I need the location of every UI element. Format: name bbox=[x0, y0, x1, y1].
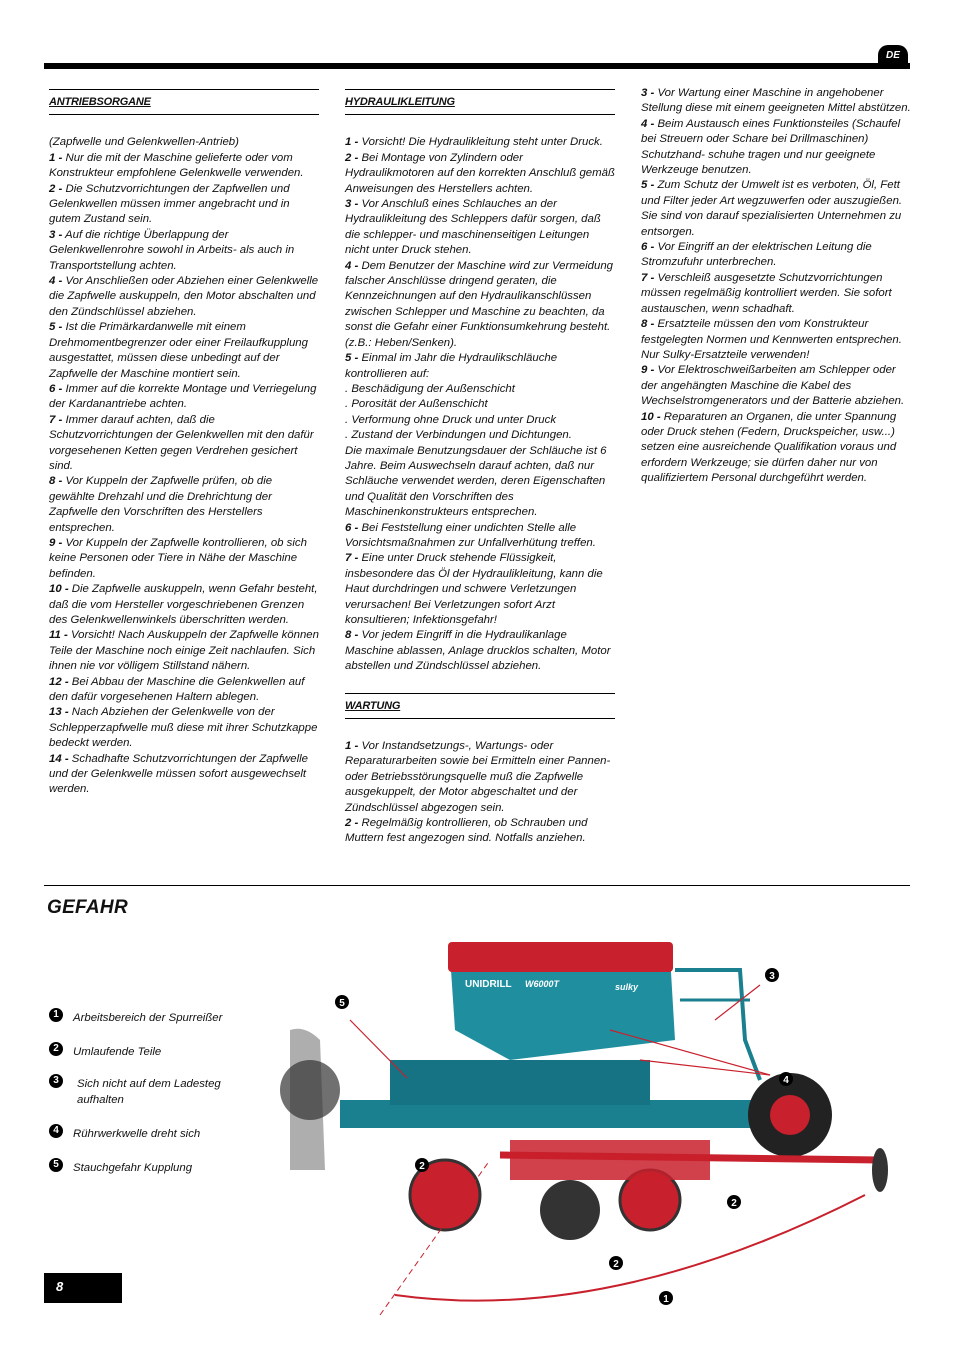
item-number: 4 - bbox=[49, 275, 63, 288]
item-number: 8 - bbox=[49, 475, 63, 488]
seed-drill-illustration bbox=[280, 930, 920, 1320]
item-number: 10 - bbox=[641, 410, 661, 423]
item-number: 1 - bbox=[49, 151, 63, 164]
item-list bbox=[641, 86, 913, 487]
item-number: 2 - bbox=[345, 817, 359, 830]
item-list bbox=[345, 521, 615, 675]
arrow-coupling bbox=[350, 1020, 407, 1078]
legend-label: Arbeitsbereich der Spurreißer bbox=[73, 1012, 223, 1024]
numbered-item bbox=[345, 351, 615, 382]
legend-label: Stauchgefahr Kupplung bbox=[73, 1162, 193, 1174]
numbered-item bbox=[49, 675, 319, 706]
item-text: Die Zapfwelle auskuppeln, wenn Gefahr besteht, daß die vom Hersteller vorgeschriebenen Grenzen des Gelenkwellenwinkels überschritten werden. bbox=[49, 583, 318, 626]
item-text: Zum Schutz der Umwelt ist es verboten, Öl, Fett und Filter jeder Art wegzuwerfen oder auszugießen. Sie sind von darauf spezialisierten Unternehmen zu entsorgen. bbox=[641, 179, 903, 238]
numbered-item bbox=[49, 274, 319, 320]
gefahr-title: GEFAHR bbox=[47, 897, 128, 918]
callout-2-label: 2 bbox=[613, 1259, 619, 1270]
marker-disc bbox=[872, 1148, 888, 1192]
item-text: Nur die mit der Maschine gelieferte oder vom Konstrukteur empfohlene Gelenkwelle verwenden. bbox=[49, 151, 304, 180]
arrow-agitator bbox=[640, 1060, 770, 1075]
legend-label: Umlaufende Teile bbox=[73, 1046, 162, 1058]
item-text: Vor Kuppeln der Zapfwelle prüfen, ob die gewählte Drehzahl und die Drehrichtung der Zapfwelle den Vorschriften des Herstellers entsprechen. bbox=[49, 475, 273, 534]
numbered-item bbox=[49, 182, 319, 228]
item-text: Vor Elektroschweißarbeiten am Schlepper oder der angehängten Maschine die Kabel des Wechselstromgenerators und der Batterie abziehen. bbox=[641, 364, 905, 408]
item-text: Die Schutzvorrichtungen der Zapfwellen und Gelenkwellen müssen immer angebracht und in gutem Zustand sein. bbox=[49, 182, 290, 226]
item-text: Bei Abbau der Maschine die Gelenkwellen auf den dafür vorgesehenen Haltern ablegen. bbox=[49, 675, 305, 704]
number-1-icon: 1 bbox=[49, 1008, 63, 1022]
model-label: W6000T bbox=[525, 979, 560, 989]
item-number: 13 - bbox=[49, 706, 69, 719]
item-number: 7 - bbox=[345, 552, 359, 565]
item-number: 14 - bbox=[49, 752, 69, 765]
item-text: Auf die richtige Überlappung der Gelenkwellenrohre sowohl in Arbeits- als auch in Transportstellung achten. bbox=[49, 228, 295, 272]
disc-coulter bbox=[540, 1180, 600, 1240]
item-text: Vorsicht! Die Hydraulikleitung steht unter Druck. bbox=[358, 136, 603, 149]
numbered-item bbox=[345, 135, 615, 150]
numbered-item bbox=[641, 86, 913, 117]
item-number: 9 - bbox=[641, 364, 655, 377]
numbered-item bbox=[345, 259, 615, 351]
header-rule bbox=[44, 63, 910, 69]
section-heading: ANTRIEBSORGANE bbox=[49, 89, 319, 115]
item-number: 4 - bbox=[641, 117, 655, 130]
callout-5-label: 5 bbox=[339, 998, 345, 1009]
item-number: 7 - bbox=[49, 413, 63, 426]
callout-3-label: 3 bbox=[769, 971, 775, 982]
item-number: 3 - bbox=[345, 198, 359, 211]
numbered-item bbox=[345, 816, 615, 847]
numbered-item bbox=[49, 474, 319, 536]
numbered-item bbox=[49, 413, 319, 475]
column-hydraulikleitung bbox=[345, 89, 615, 847]
number-5-icon: 5 bbox=[49, 1158, 63, 1172]
item-number: 7 - bbox=[641, 271, 655, 284]
item-text: Vor Wartung einer Maschine in angehobener Stellung diese mit einem geeigneten Mittel abstützen. bbox=[641, 87, 911, 115]
item-text: Reparaturen an Organen, die unter Spannung oder Druck stehen (Federn, Druckspeicher, usw...) setzen eine ausreichende Qualifikation voraus und erfordern Werkzeuge; sie dürfen daher nur von qualifiziertem Personal durchgeführt werden. bbox=[641, 410, 897, 485]
numbered-item bbox=[49, 320, 319, 382]
logo-label: sulky bbox=[615, 982, 639, 992]
item-number: 5 - bbox=[345, 352, 359, 365]
checklist bbox=[345, 382, 615, 444]
numbered-item bbox=[49, 705, 319, 751]
page-number: 8 bbox=[44, 1273, 122, 1303]
numbered-item bbox=[345, 739, 615, 816]
item-number: 9 - bbox=[49, 536, 63, 549]
brand-label: UNIDRILL bbox=[465, 979, 512, 990]
item-list bbox=[345, 739, 615, 847]
checklist-item: . Porosität der Außenschicht bbox=[345, 398, 488, 411]
item-number: 8 - bbox=[345, 629, 359, 642]
checklist-item: . Zustand der Verbindungen und Dichtungen. bbox=[345, 429, 572, 442]
callout-1-label: 1 bbox=[663, 1294, 669, 1305]
numbered-item bbox=[345, 521, 615, 552]
numbered-item bbox=[49, 151, 319, 182]
hopper-cover bbox=[448, 942, 673, 972]
numbered-item bbox=[345, 197, 615, 259]
item-text: Immer darauf achten, daß die Schutzvorrichtungen der Gelenkwellen mit den dafür vorgesehenen Ketten gegen Verdrehen gesichert sind. bbox=[49, 413, 314, 472]
numbered-item bbox=[641, 317, 913, 363]
seeding-unit bbox=[510, 1140, 710, 1180]
column-antriebsorgane bbox=[49, 89, 319, 798]
number-4-icon: 4 bbox=[49, 1124, 63, 1138]
item-number: 10 - bbox=[49, 583, 69, 596]
language-badge: DE bbox=[878, 45, 908, 69]
numbered-item bbox=[641, 178, 913, 240]
item-text: Vorsicht! Nach Auskuppeln der Zapfwelle können Teile der Maschine noch einige Zeit nachlaufen. Sich ihnen nie vor völligem Stillstand nähern. bbox=[49, 629, 319, 673]
item-text: Vor Anschluß eines Schlauches an der Hydraulikleitung des Schleppers dafür sorgen, daß die schlepper- und maschinenseitigen Leitungen nicht unter Druck stehen. bbox=[345, 198, 601, 257]
callout-2-label: 2 bbox=[731, 1198, 737, 1209]
numbered-item bbox=[345, 628, 615, 674]
item-list bbox=[49, 151, 319, 798]
item-number: 12 - bbox=[49, 675, 69, 688]
item-number: 4 - bbox=[345, 259, 359, 272]
numbered-item bbox=[49, 628, 319, 674]
item-number: 5 - bbox=[49, 321, 63, 334]
item-list bbox=[345, 135, 615, 382]
item-number: 1 - bbox=[345, 136, 359, 149]
item-text: Vor Eingriff an der elektrischen Leitung die Stromzufuhr unterbrechen. bbox=[641, 241, 872, 269]
item-number: 6 - bbox=[49, 382, 63, 395]
numbered-item bbox=[49, 382, 319, 413]
section-divider bbox=[44, 885, 910, 886]
callout-4-label: 4 bbox=[783, 1075, 789, 1086]
item-text: Nach Abziehen der Gelenkwelle von der Schlepperzapfwelle muß diese mit ihrer Schutzkappe bedeckt werden. bbox=[49, 706, 318, 750]
item-number: 6 - bbox=[641, 241, 655, 254]
item-text: Regelmäßig kontrollieren, ob Schrauben und Muttern fest angezogen sind. Notfalls anziehen. bbox=[345, 817, 588, 845]
item-number: 2 - bbox=[345, 151, 359, 164]
numbered-item bbox=[641, 410, 913, 487]
item-number: 3 - bbox=[641, 87, 655, 99]
numbered-item bbox=[641, 240, 913, 271]
intro-text: (Zapfwelle und Gelenkwellen-Antrieb) bbox=[49, 136, 239, 149]
numbered-item bbox=[641, 363, 913, 409]
numbered-item bbox=[49, 582, 319, 628]
item-text: Bei Feststellung einer undichten Stelle alle Vorsichtsmaßnahmen zur Unfallverhütung treffen. bbox=[345, 521, 596, 549]
item-text: Schadhafte Schutzvorrichtungen der Zapfwelle und der Gelenkwelle müssen sofort ausgewechselt werden. bbox=[49, 752, 308, 796]
item-text: Vor Anschließen oder Abziehen einer Gelenkwelle die Zapfwelle auskuppeln, den Motor abschalten und den Zündschlüssel abziehen. bbox=[49, 275, 319, 318]
arrow-platform bbox=[715, 985, 760, 1020]
numbered-item bbox=[49, 536, 319, 582]
rear-wheel-hub bbox=[770, 1095, 810, 1135]
item-text: Immer auf die korrekte Montage und Verriegelung der Kardanantriebe achten. bbox=[49, 382, 317, 411]
item-number: 11 - bbox=[49, 629, 68, 642]
numbered-item bbox=[641, 117, 913, 179]
item-text: Vor Instandsetzungs-, Wartungs- oder Reparaturarbeiten sowie bei Ermitteln einer Pannen- oder Betriebsstörungsquelle muß die Zapfwelle ausgekuppelt, der Motor abgeschaltet und der Zündschlüssel abgezogen sein. bbox=[345, 740, 611, 814]
item-number: 5 - bbox=[641, 179, 655, 192]
numbered-item bbox=[345, 551, 615, 628]
item-text: Beim Austausch eines Funktionsteiles (Schaufel bei Streuern oder Schare bei Drillmaschinen) Schutzhand- schuhe tragen und nur geeignete Werkzeuge benutzen. bbox=[641, 117, 901, 177]
item-number: 1 - bbox=[345, 740, 359, 753]
numbered-item bbox=[49, 228, 319, 274]
item-number: 2 - bbox=[49, 182, 63, 195]
legend-label: Sich nicht auf dem Ladesteg aufhalten bbox=[77, 1078, 221, 1106]
item-number: 6 - bbox=[345, 521, 359, 534]
item-text: Vor Kuppeln der Zapfwelle kontrollieren, ob sich keine Personen oder Tiere in Nähe der Maschine befinden. bbox=[49, 536, 307, 580]
item-text: Verschleiß ausgesetzte Schutzvorrichtungen müssen regelmäßig kontrolliert werden. Sie sofort austauschen, wenn schadhaft. bbox=[641, 271, 892, 315]
legend-label: Rührwerkwelle dreht sich bbox=[73, 1128, 201, 1140]
numbered-item bbox=[345, 151, 615, 197]
item-text: Eine unter Druck stehende Flüssigkeit, insbesondere das Öl der Hydraulikleitung, kann die Haut durchdringen und schwere Verletzungen verursachen! Bei Verletzungen sofort Arzt konsultieren; Infektionsgefahr! bbox=[345, 552, 603, 626]
number-3-icon: 3 bbox=[49, 1074, 63, 1088]
item-text: Dem Benutzer der Maschine wird zur Vermeidung falscher Anschlüsse dringend geraten, die Kennzeichnungen auf den Hydraulikanschlüssen zwischen Schlepper und Maschine zu beachten, da sonst die Gefahr einer Funktionsumkehrung besteht. (z.B.: Heben/Senken). bbox=[345, 259, 614, 349]
numbered-item bbox=[641, 271, 913, 317]
section-heading: WARTUNG bbox=[345, 693, 615, 719]
item-text: Bei Montage von Zylindern oder Hydraulikmotoren auf den korrekten Anschluß gemäß Anweisungen des Herstellers achten. bbox=[345, 151, 615, 195]
checklist-item: . Beschädigung der Außenschicht bbox=[345, 382, 515, 395]
tractor-wheel bbox=[280, 1060, 340, 1120]
item-number: 8 - bbox=[641, 318, 655, 331]
item-number: 3 - bbox=[49, 228, 63, 241]
loading-platform bbox=[675, 970, 760, 1080]
item-text: Einmal im Jahr die Hydraulikschläuche kontrollieren auf: bbox=[345, 352, 558, 380]
number-2-icon: 2 bbox=[49, 1042, 63, 1056]
hydraulic-block bbox=[390, 1060, 650, 1105]
column-wartung-continued bbox=[641, 86, 913, 487]
numbered-item bbox=[49, 752, 319, 798]
item-text: Ist die Primärkardanwelle mit einem Drehmomentbegrenzer oder einer Freilaufkupplung ausgestattet, müssen diese unbedingt auf der Zapfwelle der Maschine montiert sein. bbox=[49, 321, 308, 380]
section-heading: HYDRAULIKLEITUNG bbox=[345, 89, 615, 115]
item-text: Ersatzteile müssen den vom Konstrukteur festgelegten Normen und Kennwerten entsprechen. Nur Sulky-Ersatzteile verwenden! bbox=[641, 318, 902, 361]
item-text: Vor jedem Eingriff in die Hydraulikanlage Maschine ablassen, Anlage drucklos schalten, Motor abstellen und Zündschlüssel abziehen. bbox=[345, 629, 611, 673]
callout-2-label: 2 bbox=[419, 1161, 425, 1172]
note-text: Die maximale Benutzungsdauer der Schläuche ist 6 Jahre. Beim Auswechseln darauf achten, daß nur Schläuche verwendet werden, deren Eigenschaften und Qualität den Vorschriften des Maschinenkonstrukteurs entsprechen. bbox=[345, 444, 607, 519]
checklist-item: . Verformung ohne Druck und unter Druck bbox=[345, 413, 557, 426]
